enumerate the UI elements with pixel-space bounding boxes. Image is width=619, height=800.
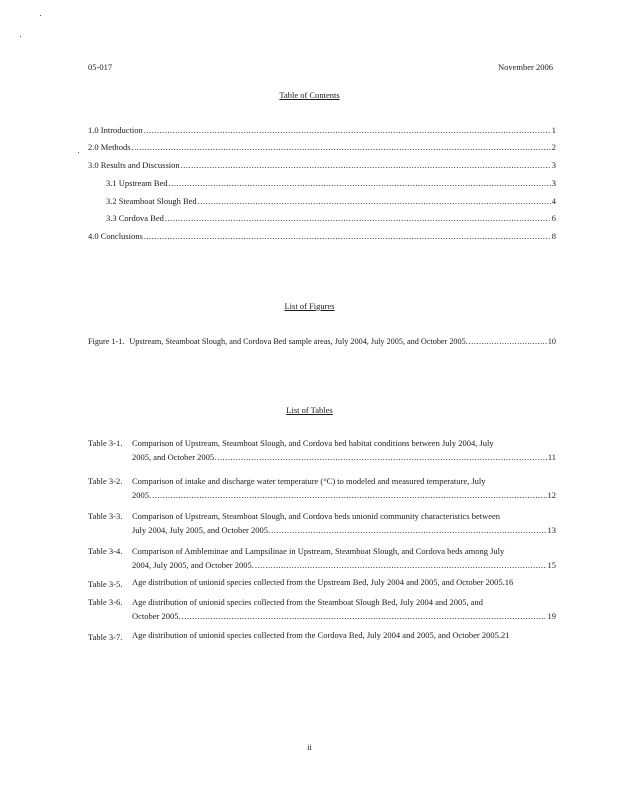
toc-item-page: 8 xyxy=(551,231,556,241)
dot-leader xyxy=(144,125,551,136)
table-item-text-line1: Age distribution of unionid species collected from the Steamboat Slough Bed, July 2004 and 2005, and xyxy=(132,597,484,607)
toc-item-page: 6 xyxy=(551,213,556,223)
table-item-label: Table 3-6. xyxy=(88,597,123,607)
toc-item-label: 3.3 Cordova Bed xyxy=(106,213,164,223)
dot-leader xyxy=(469,336,547,347)
table-item-text-line2: 2005. xyxy=(132,489,152,500)
dot-leader xyxy=(198,196,551,207)
dot-leader xyxy=(255,560,547,571)
toc-item-page: 3 xyxy=(551,160,556,170)
toc-item-results[interactable] xyxy=(88,160,556,171)
toc-title: Table of Contents xyxy=(279,90,340,100)
table-item-label: Table 3-5. xyxy=(88,579,123,589)
figure-item-text: Upstream, Steamboat Slough, and Cordova Bed sample areas, July 2004, July 2005, and October 2005. xyxy=(129,337,468,346)
document-date: November 2006 xyxy=(497,62,553,72)
dot-leader xyxy=(271,525,546,536)
toc-item-label: 1.0 Introduction xyxy=(88,125,143,135)
tables-title: List of Tables xyxy=(286,405,333,415)
table-item-label: Table 3-7. xyxy=(88,632,123,642)
table-item-page: 11 xyxy=(547,451,556,462)
table-item-label: Table 3-2. xyxy=(88,476,123,486)
table-item-text-line2: October 2005. xyxy=(132,610,181,621)
toc-item-label: 3.2 Steamboat Slough Bed xyxy=(106,196,197,206)
table-item-page: 13 xyxy=(547,524,556,535)
table-item-label: Table 3-1. xyxy=(88,438,123,448)
toc-item-page: 2 xyxy=(551,142,556,152)
toc-item-conclusions[interactable] xyxy=(88,231,556,242)
toc-item-introduction[interactable] xyxy=(88,125,556,136)
toc-item-page: 1 xyxy=(551,125,556,135)
table-item-page: 16 xyxy=(504,577,514,587)
toc-item-cordova-bed[interactable] xyxy=(106,213,556,224)
dot-leader xyxy=(182,611,547,622)
toc-item-label: 3.1 Upstream Bed xyxy=(106,178,168,188)
table-item-page: 19 xyxy=(547,610,556,621)
table-item-page: 12 xyxy=(547,489,556,500)
toc-item-page: 3 xyxy=(551,178,556,188)
table-item-text-line2: 2005, and October 2005. xyxy=(132,451,217,462)
dot-leader xyxy=(144,231,551,242)
document-number: 05-017 xyxy=(88,62,113,72)
table-item-label: Table 3-3. xyxy=(88,511,123,521)
toc-item-page: 4 xyxy=(551,196,556,206)
figure-item-page: 10 xyxy=(547,337,556,346)
table-item-page: 15 xyxy=(547,559,556,570)
table-item-text-line1: Comparison of Ambleminae and Lampsilinae in Upstream, Steamboat Slough, and Cordova beds among July xyxy=(132,546,505,556)
toc-item-label: 3.0 Results and Discussion xyxy=(88,160,180,170)
toc-item-label: 4.0 Conclusions xyxy=(88,231,143,241)
table-item-text-line1: Age distribution of unionid species collected from the Cordova Bed, July 2004 and 2005, and October 2005. xyxy=(132,630,501,640)
toc-item-upstream-bed[interactable] xyxy=(106,178,556,189)
dot-leader xyxy=(165,213,551,224)
table-item-text-line1: Comparison of intake and discharge water temperature (°C) to modeled and measured temperature, July xyxy=(132,476,486,486)
figure-item-1-1[interactable] xyxy=(88,336,556,347)
figure-item-label: Figure 1-1. xyxy=(88,337,125,346)
scan-speck xyxy=(40,15,41,16)
toc-item-steamboat-slough-bed[interactable] xyxy=(106,196,556,207)
toc-item-methods[interactable] xyxy=(88,142,556,153)
dot-leader xyxy=(169,178,551,189)
table-item-label: Table 3-4. xyxy=(88,546,123,556)
table-item-text-line1: Comparison of Upstream, Steamboat Slough, and Cordova beds unionid community characteristics between xyxy=(132,511,501,521)
dot-leader xyxy=(181,160,551,171)
table-item-text-line1: Age distribution of unionid species collected from the Upstream Bed, July 2004 and 2005, and October 2005. xyxy=(132,577,505,587)
table-item-page: 21 xyxy=(500,630,510,640)
table-item-text-line1: Comparison of Upstream, Steamboat Slough, and Cordova bed habitat conditions between July 2004, July xyxy=(132,438,494,448)
table-item-text-line2: July 2004, July 2005, and October 2005. xyxy=(132,524,271,535)
dot-leader xyxy=(132,142,551,153)
dot-leader xyxy=(217,452,547,463)
page-number: ii xyxy=(307,742,312,752)
figures-title: List of Figures xyxy=(284,301,335,311)
scan-speck xyxy=(20,36,21,37)
toc-item-label: 2.0 Methods xyxy=(88,142,131,152)
dot-leader xyxy=(152,490,546,501)
table-item-text-line2: 2004, July 2005, and October 2005. xyxy=(132,559,254,570)
scan-speck xyxy=(78,152,79,153)
